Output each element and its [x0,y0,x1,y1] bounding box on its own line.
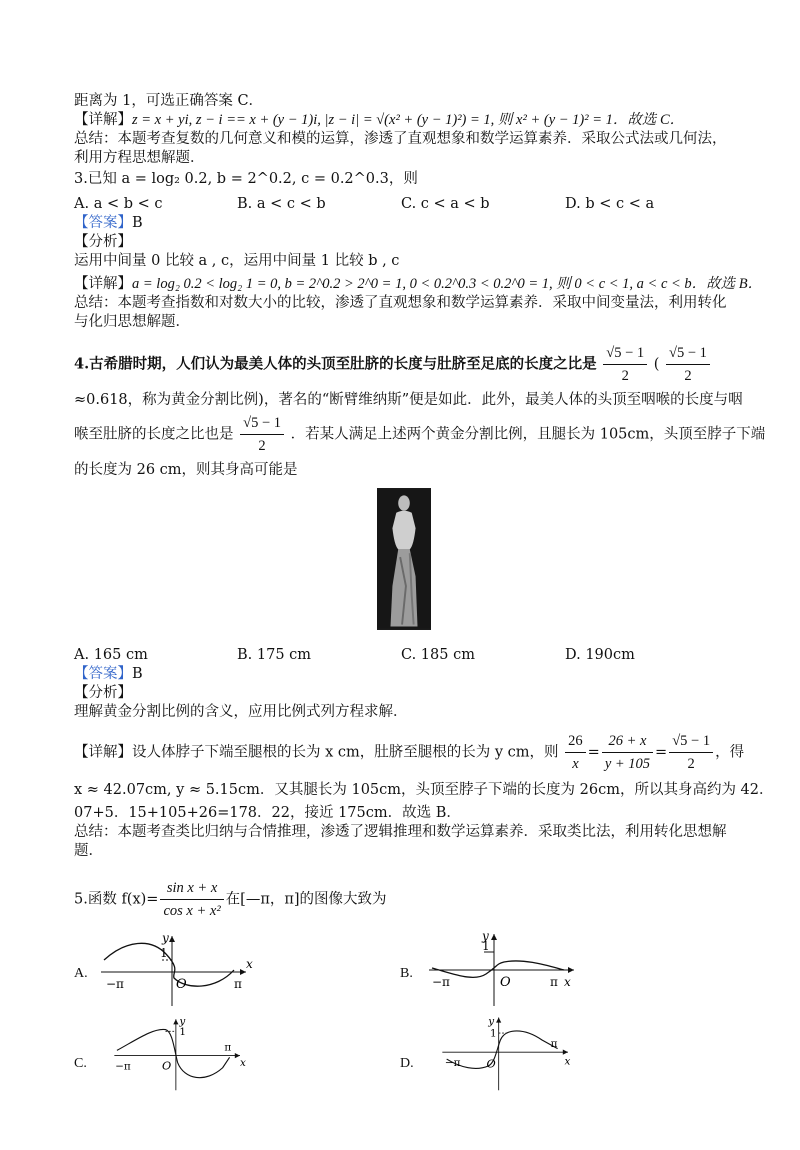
graph-c-y: y [179,1015,186,1028]
graph-d-pos-pi: π [550,1037,558,1050]
graph-a-origin: O [176,977,187,992]
q3-options [74,195,734,214]
q4-stem4: 的长度为 26 cm，则其身高可能是 [74,462,298,478]
graph-d-origin: O [486,1057,496,1071]
q4-detail-line1: 【详解】设人体脖子下端至腿根的长为 x cm，肚脐至腿根的长为 y cm，则 $\frac{26}{x}$ = $\frac{26 + x}{y + 105}$ = $\frac{√5 - 1}{2}$ ，得 [74,730,734,775]
equation-fraction-2: $\frac{26 + x}{y + 105}$ [602,730,653,775]
graph-d [424,1014,634,1092]
function-fraction: $\frac{\text{sin x + x}}{\text{cos x + x²}}$ [160,877,223,922]
graph-b-neg-pi: −π [432,975,450,989]
q5-stem: 5.函数 f(x)= $\frac{\text{sin x + x}}{\text{cos x + x²}}$ 在[—π，π]的图像大致为 [74,877,734,922]
q3-detail [74,275,763,294]
graph-d-neg-pi: −π [444,1057,461,1069]
graph-a-label: A. [74,966,88,981]
answer-tag: 【答案】 [74,666,132,682]
graph-b-y: y [482,930,489,943]
golden-ratio-fraction-2: $\frac{√5 - 1}{2}$ [666,342,710,387]
golden-ratio-fraction-3: $\frac{√5 - 1}{2}$ [240,412,284,457]
q2-detail [74,111,734,130]
q4-detail2: x ≈ 42.07cm, y ≈ 5.15cm．又其腿长为 105cm，头顶至脖子下端的长度为 26cm，所以其身高约为 42． [74,782,774,798]
q3-summary: 总结：本题考查指数和对数大小的比较，渗透了直观想象和数学运算素养．采取中间变量法，利用转化与化归思想解题． [74,295,727,330]
q3-analysis: 运用中间量 0 比较 a , c，运用中间量 1 比较 b , c [74,253,400,269]
q3-option-a: A. a < b < c [74,196,163,212]
q2-detail-math: z = x + yi, z − i == x + (y − 1)i, |z − i| = √(x² + (y − 1)²) = 1, 则 x² + (y − 1)² = 1．故选 C． [132,112,685,128]
graph-a-one: 1 [160,946,168,960]
graph-a [96,930,306,1008]
detail-tag: 【详解】 [74,276,132,292]
q4-option-d: D. 190cm [565,647,635,663]
graph-a-x: x [246,957,253,971]
q4-option-c: C. 185 cm [401,647,475,663]
q3-option-c: C. c < a < b [401,196,490,212]
graph-b-x: x [564,975,571,989]
detail-tag: 【详解】 [74,112,132,128]
q4-stem2: ≈0.618，称为黄金分割比例)，著名的“断臂维纳斯”便是如此．此外，最美人体的头顶至咽喉的长度与咽 [74,392,743,408]
graph-c [96,1014,306,1092]
paren: ( [653,356,660,373]
graph-c-x: x [240,1057,246,1069]
document-page [74,92,774,1150]
q4-stem-line1 [74,342,734,387]
graph-c-origin: O [162,1059,172,1073]
answer-tag: 【答案】 [74,215,132,231]
graph-b-one: 1 [482,939,490,953]
q4-option-a: A. 165 cm [74,647,148,663]
graph-d-x: x [564,1055,571,1068]
q4-option-b: B. 175 cm [237,647,312,663]
graph-c-pos-pi: π [224,1041,232,1054]
graph-b [424,930,634,1008]
q3-analysis-tag: 【分析】 [74,234,132,250]
venus-statue-icon [377,488,431,630]
q4-analysis: 理解黄金分割比例的含义，应用比例式列方程求解． [74,704,408,720]
graph-c-one: 1 [179,1025,186,1038]
q2-summary: 总结：本题考查复数的几何意义和模的运算，渗透了直观想象和数学运算素养．采取公式法或几何法，利用方程思想解题． [74,131,727,166]
q4-summary: 总结：本题考查类比归纳与合情推理，渗透了逻辑推理和数学运算素养．采取类比法，利用转化思想解题． [74,824,727,859]
q3-stem: 3.已知 a = log₂ 0.2, b = 2^0.2, c = 0.2^0.3，则 [74,171,418,187]
q4-analysis-tag: 【分析】 [74,685,132,701]
q4-stem1: 4.古希腊时期，人们认为最美人体的头顶至肚脐的长度与肚脐至足底的长度之比是 [74,355,597,373]
graph-a-y: y [162,931,169,945]
answer-graphs [74,930,734,1150]
detail-tag: 【详解】 [74,744,132,761]
q4-options [74,646,734,665]
equation-fraction-1: $\frac{26}{x}$ [565,730,586,775]
graph-c-neg-pi: −π [115,1060,131,1073]
graph-b-origin: O [500,975,511,990]
graph-d-label: D. [400,1056,414,1071]
graph-c-label: C. [74,1056,87,1071]
graph-d-one: 1 [490,1027,497,1040]
graph-b-pos-pi: π [550,975,558,989]
q4-answer-value: B [132,666,143,682]
q3-option-b: B. a < c < b [237,196,326,212]
graph-a-pos-pi: π [234,977,242,991]
graph-b-label: B. [400,966,413,981]
graph-a-neg-pi: −π [106,977,124,991]
q3-option-d: D. b < c < a [565,196,655,212]
q2-tail: 距离为 1，可选正确答案 C． [74,93,264,109]
golden-ratio-fraction: $\frac{√5 - 1}{2}$ [603,342,647,387]
equation-fraction-3: $\frac{√5 - 1}{2}$ [669,730,713,775]
graph-d-y: y [488,1015,495,1028]
q4-detail3: 07+5．15+105+26=178．22，接近 175cm．故选 B． [74,805,461,821]
q3-detail-math: a = log₂ 0.2 < log₂ 1 = 0, b = 2^0.2 > 2^0 = 1, 0 < 0.2^0.3 < 0.2^0 = 1, 则 0 < c < 1, a < c < b．故选 B． [132,276,763,292]
q4-stem-line3: 喉至肚脐的长度之比也是 $\frac{√5 - 1}{2}$ ．若某人满足上述两个黄金分割比例，且腿长为 105cm，头顶至脖子下端 [74,412,734,457]
q3-answer-value: B [132,215,143,231]
q3-answer [74,214,734,233]
q4-answer [74,665,734,684]
venus-statue-image [74,488,734,636]
